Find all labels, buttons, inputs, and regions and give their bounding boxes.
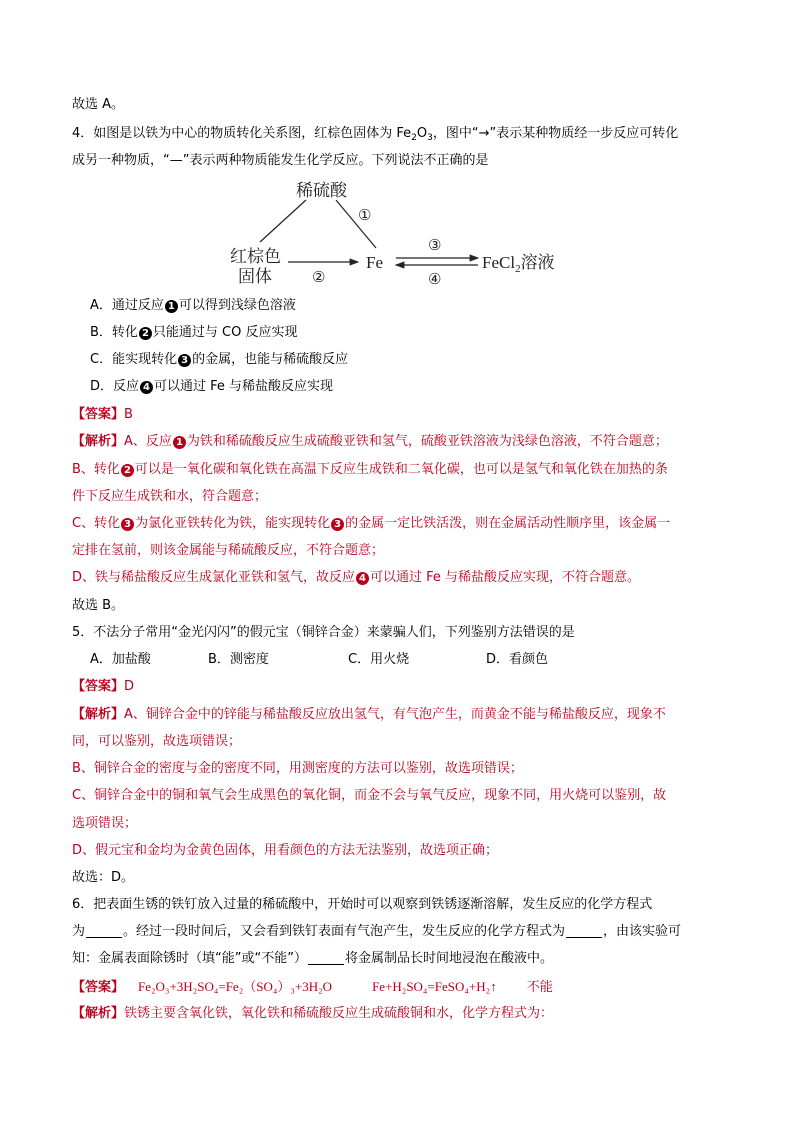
diagram-num-4: ④ — [428, 272, 442, 288]
q6-answer: 【答案】 Fe₂O₃+3H₂SO₄=Fe₂（SO₄）₃+3H₂O Fe+H₂SO₄=FeSO₄+H₂↑ 不能 — [72, 979, 553, 995]
q5-answer: 【答案】D — [72, 679, 135, 694]
q4-analysis-c: C、转化 3 为氯化亚铁转化为铁，能实现转化 3 的金属一定比铁活泼，则在金属活动性顺序里，该金属一 — [72, 516, 671, 531]
q5-option-d: D．看颜色 — [486, 652, 549, 667]
q6-blank-1 — [86, 924, 122, 938]
q4-analysis-b: B、转化 2 可以是一氧化碳和氧化铁在高温下反应生成铁和二氧化碳，也可以是氢气和氧化铁在加热的条 — [72, 462, 668, 477]
diagram-solid-label-1: 红棕色 — [230, 247, 281, 266]
q4-analysis-d: D、铁与稀盐酸反应生成氯化亚铁和氢气，故反应 4 可以通过 Fe 与稀盐酸反应实现，不符合题意。 — [72, 570, 641, 585]
q6-stem-line1: 6．把表面生锈的铁钉放入过量的稀硫酸中，开始时可以观察到铁锈逐渐溶解，发生反应的化学方程式 — [72, 897, 653, 912]
q4-choice: 故选 B。 — [72, 598, 125, 613]
diagram-num-1: ① — [358, 208, 372, 224]
previous-choice: 故选 A。 — [72, 97, 125, 112]
q5-option-a: A．加盐酸 — [90, 652, 151, 667]
q4-analysis-b-cont: 件下反应生成铁和水，符合题意； — [72, 489, 268, 504]
q4-option-a: A．通过反应 1 可以得到浅绿色溶液 — [90, 298, 296, 313]
q4-analysis-a: 【解析】A、反应 1 为铁和稀硫酸反应生成硫酸亚铁和氢气，硫酸亚铁溶液为浅绿色溶液，不符合题意； — [72, 434, 668, 449]
diagram-num-2: ② — [312, 270, 326, 286]
q6-blank-2 — [566, 924, 602, 938]
diagram-fe-label: Fe — [366, 253, 383, 272]
q5-analysis-a-cont: 同，可以鉴别，故选项错误； — [72, 734, 242, 749]
q5-analysis-c-cont: 选项错误； — [72, 816, 138, 831]
q4-option-d: D．反应 4 可以通过 Fe 与稀盐酸反应实现 — [90, 379, 334, 394]
q4-stem-line2: 成另一种物质，“—”表示两种物质能发生化学反应。下列说法不正确的是 — [72, 153, 489, 168]
diagram-num-3: ③ — [428, 238, 442, 254]
q5-analysis-a: 【解析】A、铜锌合金中的锌能与稀盐酸反应放出氢气，有气泡产生，而黄金不能与稀盐酸反应，现象不 — [72, 707, 666, 722]
diagram-fecl2-label: FeCl$_2$溶液 — [482, 253, 555, 275]
q5-option-c: C．用火烧 — [348, 652, 410, 667]
q6-stem-line3: 知：金属表面除锈时（填“能”或“不能”） 将金属制品长时间地浸泡在酸液中。 — [72, 951, 553, 966]
diagram-line-acid-solid — [260, 200, 306, 242]
iron-conversion-diagram — [220, 176, 600, 288]
q5-choice: 故选：D。 — [72, 870, 135, 885]
q5-analysis-c: C、铜锌合金中的铜和氧气会生成黑色的氧化铜，而金不会与氧气反应，现象不同，用火烧可以鉴别，故 — [72, 788, 667, 803]
q6-stem-line2: 为 。经过一段时间后，又会看到铁钉表面有气泡产生，发生反应的化学方程式为 ，由该实验可 — [72, 924, 682, 939]
q4-answer: 【答案】B — [72, 407, 133, 422]
diagram-acid-label: 稀硫酸 — [296, 181, 347, 200]
q4-stem-line1: 4．如图是以铁为中心的物质转化关系图，红棕色固体为 $Fe_2O_3$，图中“→”表示某种物质经一步反应可转化 — [72, 126, 679, 143]
q4-option-b: B．转化 2 只能通过与 CO 反应实现 — [90, 325, 298, 340]
q5-analysis-b: B、铜锌合金的密度与金的密度不同，用测密度的方法可以鉴别，故选项错误； — [72, 761, 523, 776]
q6-analysis: 【解析】铁锈主要含氧化铁，氧化铁和稀硫酸反应生成硫酸铜和水，化学方程式为： — [72, 1006, 554, 1021]
diagram-solid-label-2: 固体 — [238, 267, 272, 286]
q5-stem: 5．不法分子常用“金光闪闪”的假元宝（铜锌合金）来蒙骗人们，下列鉴别方法错误的是 — [72, 625, 575, 640]
q5-analysis-d: D、假元宝和金均为金黄色固体，用看颜色的方法无法鉴别，故选项正确； — [72, 843, 499, 858]
q4-analysis-c-cont: 定排在氢前，则该金属能与稀硫酸反应，不符合题意； — [72, 543, 385, 558]
q5-option-b: B．测密度 — [208, 652, 269, 667]
q6-blank-3 — [308, 951, 344, 965]
q4-option-c: C．能实现转化 3 的金属，也能与稀硫酸反应 — [90, 352, 349, 367]
